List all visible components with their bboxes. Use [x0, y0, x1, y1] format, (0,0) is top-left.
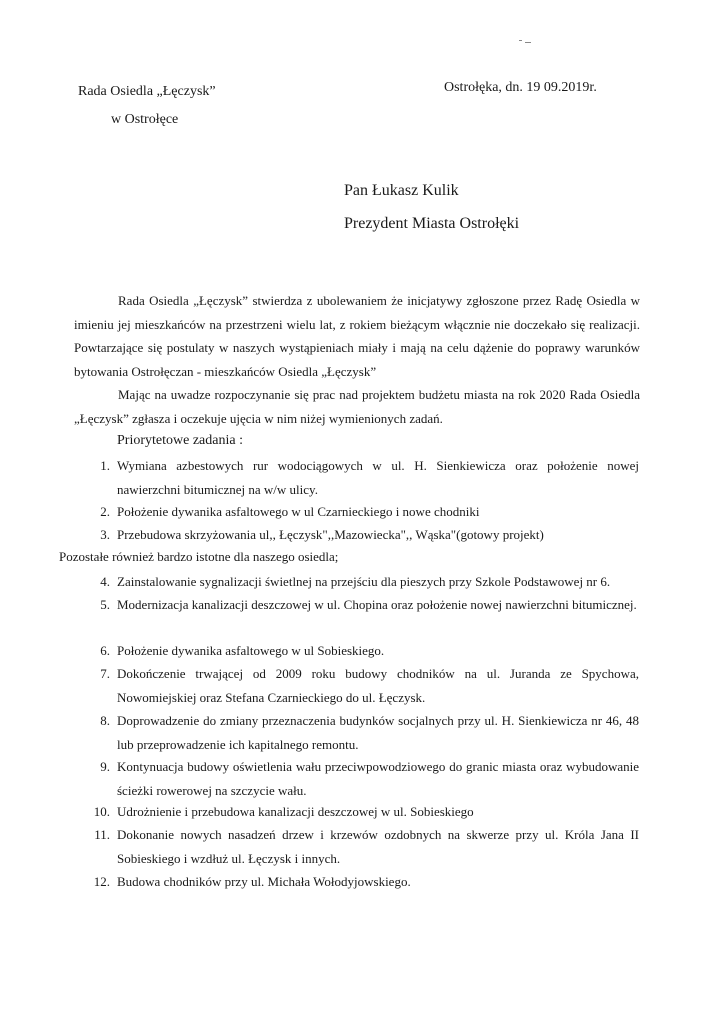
list-item-number: 1.: [100, 458, 110, 473]
list-item-text: Przebudowa skrzyżowania ul,, Łęczysk",,Mazowiecka",, Wąska"(gotowy projekt): [117, 527, 544, 542]
scan-mark: [519, 38, 533, 44]
addressee-title: Prezydent Miasta Ostrołęki: [344, 215, 520, 232]
list-item-number: 5.: [100, 597, 110, 612]
list-item-number: 11.: [94, 827, 110, 842]
list-item-text: Położenie dywanika asfaltowego w ul Czarnieckiego i nowe chodniki: [117, 504, 480, 519]
list-item-text: Dokonanie nowych nasadzeń drzew i krzewów ozdobnych na skwerze przy ul. Króla Jana II Sobieskiego i wzdłuż ul. Łęczysk i innych.: [117, 827, 639, 866]
list-item-text: Dokończenie trwającej od 2009 roku budowy chodników na ul. Juranda ze Spychowa, Nowomiejskiej oraz Stefana Czarnieckiego do ul. Łęczysk.: [117, 666, 639, 705]
list-item-text: Modernizacja kanalizacji deszczowej w ul. Chopina oraz położenie nowej nawierzchni bitumicznej.: [117, 597, 637, 612]
list-item-number: 2.: [100, 504, 110, 519]
other-heading: Pozostałe również bardzo istotne dla naszego osiedla;: [59, 549, 339, 564]
list-item-text: Wymiana azbestowych rur wodociągowych w ul. H. Sienkiewicza oraz położenie nowej nawierzchni bitumicznej na w/w ulicy.: [117, 458, 639, 497]
addressee-name: Pan Łukasz Kulik: [344, 182, 459, 199]
list-item-number: 12.: [93, 874, 110, 889]
list-item-number: 4.: [100, 574, 110, 589]
list-item-text: Budowa chodników przy ul. Michała Wołodyjowskiego.: [117, 874, 411, 889]
sender-name: Rada Osiedla „Łęczysk”: [78, 84, 216, 99]
list-item-number: 8.: [100, 713, 110, 728]
sender-block: [78, 78, 216, 134]
priority-heading: Priorytetowe zadania :: [117, 433, 243, 448]
list-item-number: 9.: [100, 759, 110, 774]
list-item-number: 7.: [100, 666, 110, 681]
list-item-number: 3.: [100, 527, 110, 542]
paragraph-1: Rada Osiedla „Łęczysk” stwierdza z ubolewaniem że inicjatywy zgłoszone przez Radę Osiedla w imieniu jej mieszkańców na przestrzeni wielu lat, z rokiem bieżącym włącznie nie doczekało się realizacji. Powtarzające się postulaty w naszych wystąpieniach miały i mają na celu dążenie do poprawy warunków bytowania Ostrołęczan - mieszkańców Osiedla „Łęczysk”: [74, 293, 640, 379]
paragraph-2: Mając na uwadze rozpoczynanie się prac nad projektem budżetu miasta na rok 2020 Rada Osiedla „Łęczysk” zgłasza i oczekuje ujęcia w nim niżej wymienionych zadań.: [74, 387, 640, 426]
list-item-text: Kontynuacja budowy oświetlenia wału przeciwpowodziowego do granic miasta oraz wybudowanie ścieżki rowerowej na szczycie wału.: [117, 759, 639, 798]
list-item-text: Zainstalowanie sygnalizacji świetlnej na przejściu dla pieszych przy Szkole Podstawowej nr 6.: [117, 574, 611, 589]
letter-body: [74, 289, 640, 430]
list-item-text: Położenie dywanika asfaltowego w ul Sobieskiego.: [117, 643, 385, 658]
list-item-text: Doprowadzenie do zmiany przeznaczenia budynków socjalnych przy ul. H. Sienkiewicza nr 46, 48 lub przeprowadzenie ich kapitalnego remontu.: [117, 713, 639, 752]
addressee-block: [344, 174, 519, 240]
list-item-number: 6.: [100, 643, 110, 658]
list-item-number: 10.: [93, 804, 110, 819]
sender-city: w Ostrołęce: [111, 112, 179, 127]
letter-date: Ostrołęka, dn. 19 09.2019r.: [444, 80, 597, 95]
list-item-text: Udrożnienie i przebudowa kanalizacji deszczowej w ul. Sobieskiego: [117, 804, 474, 819]
